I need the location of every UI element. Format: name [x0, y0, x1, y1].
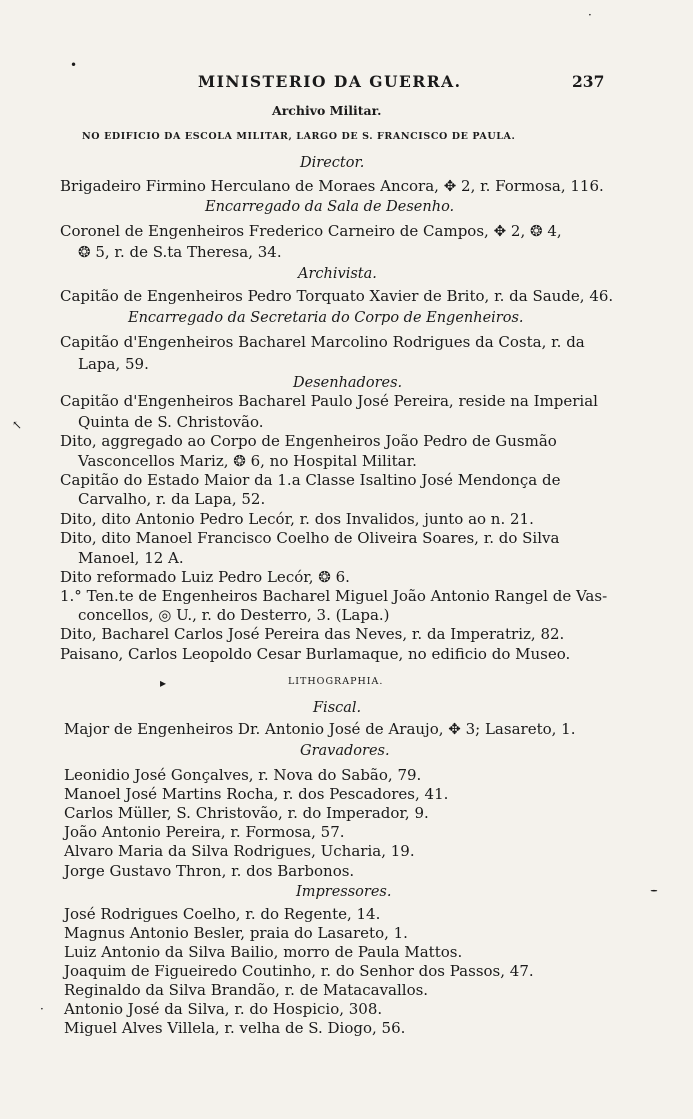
entry-engraver-4: João Antonio Pereira, r. Formosa, 57.: [64, 823, 345, 841]
page-title: MINISTERIO DA GUERRA.: [198, 72, 462, 91]
entry-secretary-cont: Lapa, 59.: [78, 355, 149, 373]
entry-printer-6: Antonio José da Silva, r. do Hospicio, 308.: [64, 1000, 383, 1018]
entry-draftsman-4: Dito, dito Antonio Pedro Lecór, r. dos Invalidos, junto ao n. 21.: [60, 510, 534, 528]
entry-draftsman-7: 1.° Ten.te de Engenheiros Bacharel Miguel João Antonio Rangel de Vas-: [60, 587, 608, 605]
ink-speck: ·: [40, 1002, 44, 1016]
entry-secretary: Capitão d'Engenheiros Bacharel Marcolino Rodrigues da Costa, r. da: [60, 333, 585, 351]
heading-printers: Impressores.: [296, 884, 392, 900]
entry-draftsman-5-cont: Manoel, 12 A.: [78, 549, 184, 567]
entry-draftsman-3: Capitão do Estado Maior da 1.a Classe Isaltino José Mendonça de: [60, 471, 561, 489]
ink-speck: ·: [588, 8, 592, 22]
ink-speck: ↖: [12, 418, 23, 432]
heading-engravers: Gravadores.: [300, 743, 390, 759]
entry-fiscal: Major de Engenheiros Dr. Antonio José de Araujo, ✥ 3; Lasareto, 1.: [64, 720, 576, 738]
entry-printer-5: Reginaldo da Silva Brandão, r. de Matacavallos.: [64, 981, 429, 999]
entry-printer-7: Miguel Alves Villela, r. velha de S. Diogo, 56.: [64, 1019, 406, 1037]
entry-draftsman-8: Dito, Bacharel Carlos José Pereira das Neves, r. da Imperatriz, 82.: [60, 625, 565, 643]
entry-printer-4: Joaquim de Figueiredo Coutinho, r. do Senhor dos Passos, 47.: [64, 962, 534, 980]
heading-draftsmen: Desenhadores.: [293, 375, 403, 391]
entry-draftsman-1: Capitão d'Engenheiros Bacharel Paulo José Pereira, reside na Imperial: [60, 392, 598, 410]
heading-secretary: Encarregado da Secretaria do Corpo de Engenheiros.: [128, 310, 524, 326]
entry-printer-2: Magnus Antonio Besler, praia do Lasareto, 1.: [64, 924, 408, 942]
entry-engraver-2: Manoel José Martins Rocha, r. dos Pescadores, 41.: [64, 785, 449, 803]
heading-fiscal: Fiscal.: [313, 700, 362, 716]
entry-draftsman-6: Dito reformado Luiz Pedro Lecór, ❂ 6.: [60, 568, 350, 586]
entry-draftsman-2: Dito, aggregado ao Corpo de Engenheiros João Pedro de Gusmão: [60, 432, 557, 450]
ink-speck: •: [70, 58, 78, 72]
entry-engraver-1: Leonidio José Gonçalves, r. Nova do Sabão, 79.: [64, 766, 422, 784]
entry-director: Brigadeiro Firmino Herculano de Moraes Ancora, ✥ 2, r. Formosa, 116.: [60, 177, 604, 195]
page-number: 237: [572, 72, 605, 91]
entry-draftsman-7-cont: concellos, ◎ U., r. do Desterro, 3. (Lapa.): [78, 606, 390, 624]
location-line: NO EDIFICIO DA ESCOLA MILITAR, LARGO DE S. FRANCISCO DE PAULA.: [82, 131, 516, 142]
heading-drawing-room: Encarregado da Sala de Desenho.: [205, 199, 455, 215]
entry-draftsman-5: Dito, dito Manoel Francisco Coelho de Oliveira Soares, r. do Silva: [60, 529, 560, 547]
entry-printer-1: José Rodrigues Coelho, r. do Regente, 14.: [64, 905, 381, 923]
entry-engraver-5: Alvaro Maria da Silva Rodrigues, Ucharia, 19.: [64, 842, 415, 860]
entry-engraver-3: Carlos Müller, S. Christovão, r. do Imperador, 9.: [64, 804, 429, 822]
entry-engraver-6: Jorge Gustavo Thron, r. dos Barbonos.: [64, 862, 355, 880]
entry-draftsman-3-cont: Carvalho, r. da Lapa, 52.: [78, 490, 266, 508]
section-title: Archivo Militar.: [272, 103, 382, 118]
entry-archivist: Capitão de Engenheiros Pedro Torquato Xavier de Brito, r. da Saude, 46.: [60, 287, 614, 305]
ink-speck: ▸: [160, 676, 167, 690]
section-lithographia: LITHOGRAPHIA.: [288, 676, 384, 687]
heading-director: Director.: [300, 155, 365, 171]
entry-drawing-room: Coronel de Engenheiros Frederico Carneiro de Campos, ✥ 2, ❂ 4,: [60, 222, 562, 240]
entry-draftsman-1-cont: Quinta de S. Christovão.: [78, 413, 264, 431]
entry-drawing-room-cont: ❂ 5, r. de S.ta Theresa, 34.: [78, 243, 282, 261]
entry-printer-3: Luiz Antonio da Silva Bailio, morro de Paula Mattos.: [64, 943, 463, 961]
ink-speck: ·: [645, 884, 662, 898]
entry-draftsman-9: Paisano, Carlos Leopoldo Cesar Burlamaque, no edificio do Museo.: [60, 645, 571, 663]
entry-draftsman-2-cont: Vasconcellos Mariz, ❂ 6, no Hospital Militar.: [78, 452, 417, 470]
heading-archivist: Archivista.: [298, 266, 377, 282]
